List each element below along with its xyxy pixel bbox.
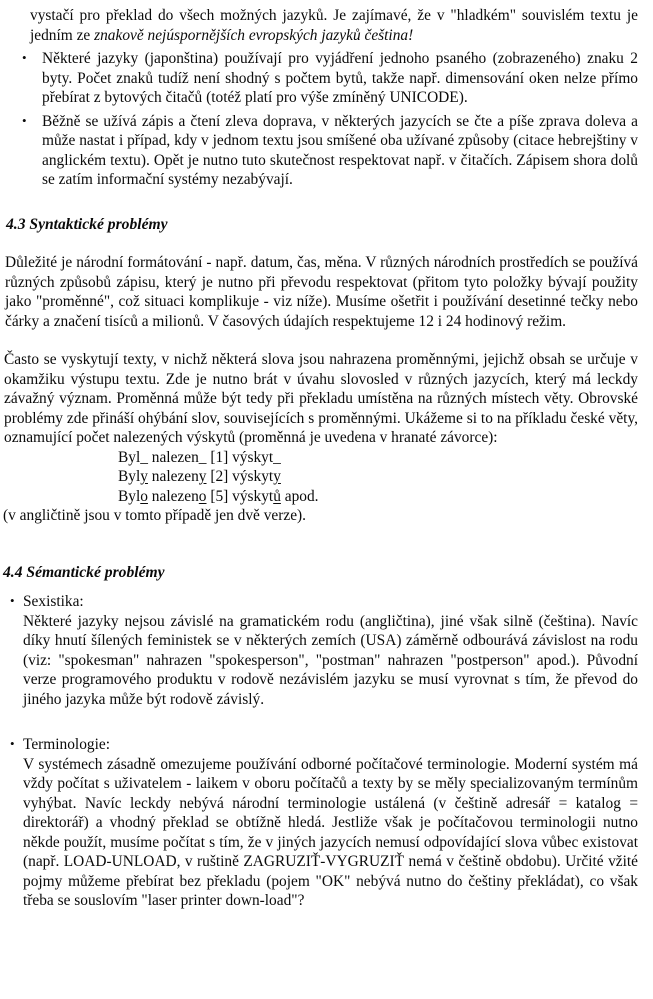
example-underlined-ending: o (198, 487, 207, 505)
bullet-list-top (18, 49, 638, 190)
example-text: Byl (118, 487, 141, 505)
example-underlined-ending: ů (273, 487, 281, 505)
example-text: [5] výskyt (206, 487, 274, 505)
paragraph-variables: Často se vyskytují texty, v nichž některá slova jsou nahrazena proměnnými, jejichž obsah se určuje v okamžiku výstupu textu. Zde je nutno brát v úvahu slovosled v různých jazycích, který má leckdy závažný význam. Proměnná může být tedy při překladu umístěna na různých místech věty. Obrovské problémy zde přináší ohýbání slov, souvisejících s proměnnými. Ukážeme si to na příkladu české věty, oznamující počet nalezených výskytů (proměnná je uvedena v hranaté závorce): (4, 351, 638, 446)
list-item-sexism (10, 592, 638, 709)
bullet-list-semantic (10, 592, 638, 911)
example-block (118, 448, 638, 507)
example-text: nalezen (147, 487, 199, 505)
intro-text: vystačí pro překlad do všech možných jazyků. Je zajímavé, že v "hladkém" souvislém textu je jedním ze (30, 7, 638, 44)
example-text: nalezen (147, 468, 199, 485)
paragraph-english-note: (v angličtině jsou v tomto případě jen dvě verze). (3, 507, 307, 524)
paragraph-intro (30, 6, 638, 45)
bullet-body (23, 735, 638, 911)
bullet-label: Sexistika: (23, 593, 84, 610)
example-underlined-ending: o (140, 487, 148, 505)
bullet-text: Některé jazyky nejsou závislé na gramatickém rodu (angličtina), jiné však silně (čeština). Navíc díky hnutí šílených feministek se v některých zemích (USA) záměrně odbourává závislost na rodu (viz: "spokesman" nahrazen "spokesperson", "postman" nahrazen "postperson" apod.). Původní verze programového produktu v rodově nezávislém jazyku se musí vyrovnat s tím, že převod do jiného jazyka může být rodově závislý. (23, 612, 638, 708)
example-text: apod. (280, 487, 319, 505)
example-line-2 (118, 467, 638, 487)
example-text: Byl (118, 468, 141, 485)
bullet-text: Některé jazyky (japonština) používají pro vyjádření jednoho psaného (zobrazeného) znaku 2 byty. Počet znaků tudíž není shodný s počtem bytů, takže např. dimensování oken nelze přímo přebírat z bytových čitačů (totéž platí pro výše zmíněný UNICODE). (42, 50, 638, 106)
intro-italic-text: znakově nejúspornějších evropských jazyků čeština! (94, 26, 414, 44)
example-underlined-ending: y (198, 468, 207, 485)
example-text: [2] výskyt (206, 468, 274, 485)
bullet-text: Běžně se užívá zápis a čtení zleva doprava, v některých jazycích se čte a píše zprava doleva a může nastat i případ, kdy v jednom textu jsou smíšené oba užívané způsoby (citace hebrejštiny v anglickém textu). Opět je nutno tuto skutečnost respektovat např. v čitačích. Zápisem shora dolů se zatím informační systémy nezabývají. (42, 112, 638, 188)
example-text: Byl_ nalezen_ [1] výskyt_ (118, 448, 281, 466)
example-underlined-ending: y (140, 468, 148, 485)
example-line-3 (118, 487, 638, 507)
section-heading-4-4: 4.4 Sémantické problémy (3, 563, 165, 581)
paragraph-national-formatting: Důležité je národní formátování - např. datum, čas, měna. V různých národních prostředích se používá různých způsobů zápisu, který je nutno při převodu respektovat (přitom tyto položky bývají použity jako "proměnné", což situaci komplikuje - viz níže). Musíme ošetřit i používání desetinné tečky nebo čárky a značení tisíců a milionů. V časových údajích respektujeme 12 i 24 hodinový režim. (5, 254, 638, 330)
section-heading-4-3: 4.3 Syntaktické problémy (6, 215, 168, 233)
bullet-icon: • (22, 112, 27, 128)
list-item-encoding (18, 49, 638, 108)
list-item-direction (18, 112, 638, 190)
example-underlined-ending: y (273, 468, 281, 485)
bullet-label: Terminologie: (23, 736, 110, 753)
bullet-text: V systémech zásadně omezujeme používání odborné počítačové terminologie. Moderní systém má vždy počítat s uživatelem - laikem v oboru počítačů a texty by se měly specializovaným termínům vyhýbat. Navíc leckdy nebývá národní terminologie ustálená (v češtině adresář = katalog = direktorář) a vhodný překlad se obtížně hledá. Jestliže však je počítačovou terminologii nutno někde použít, musíme počítat s tím, že v jiných jazycích nemusí odpovídající slova vůbec existovat (např. LOAD-UNLOAD, v ruštině ZAGRUZIŤ-VYGRUZIŤ nemá v češtině obdobu). Určité vžité pojmy můžeme přebírat bez překladu (pojem "OK" nebývá nutno do češtiny překládat), co však třeba se souslovím "laser printer down-load"? (23, 755, 638, 909)
list-item-terminology (10, 735, 638, 911)
bullet-icon: • (22, 50, 27, 65)
bullet-icon: • (10, 593, 15, 608)
bullet-icon: • (10, 736, 15, 751)
bullet-body (23, 592, 638, 709)
example-line-1 (118, 448, 638, 468)
